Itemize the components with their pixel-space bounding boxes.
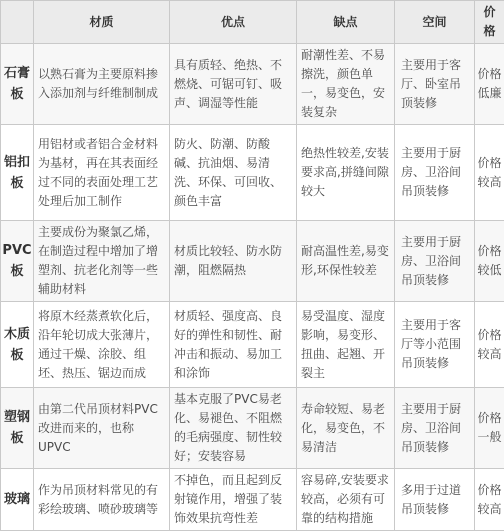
row-pros: 不掉色，而且起到反射镜作用，增强了装饰效果抗弯性差: [170, 469, 297, 531]
row-space: 主要用于厨房、卫浴间吊顶装修: [395, 221, 475, 302]
row-material: 以熟石膏为主要原料掺入添加剂与纤维制制成: [34, 44, 170, 125]
header-name: [1, 1, 34, 44]
row-cons: 容易碎,安装要求较高，必须有可靠的结构措施: [297, 469, 395, 531]
row-price: 价格较低: [475, 221, 504, 302]
row-name: 玻璃: [1, 469, 34, 531]
table-row: [1, 302, 504, 388]
row-pros: 防火、防潮、防酸碱、抗油烟、易清洗、环保、可回收、颜色丰富: [170, 125, 297, 221]
row-name: 木质板: [1, 302, 34, 388]
row-name: 塑钢板: [1, 388, 34, 469]
table-row: [1, 125, 504, 221]
row-pros: 基本克服了PVC易老化、易褪色、不阻燃的毛病强度、韧性较好；安装容易: [170, 388, 297, 469]
row-pros: 材质比较轻、防水防潮，阻燃隔热: [170, 221, 297, 302]
row-space: 多用于过道吊顶装修: [395, 469, 475, 531]
header-pros: 优点: [170, 1, 297, 44]
table-row: [1, 221, 504, 302]
table-row: [1, 469, 504, 531]
header-material: 材质: [34, 1, 170, 44]
row-pros: 材质轻、强度高、良好的弹性和韧性、耐冲击和振动、易加工和涂饰: [170, 302, 297, 388]
row-space: 主要用于厨房、卫浴间吊顶装修: [395, 388, 475, 469]
row-cons: 寿命较短、易老化，易变色，不易清洁: [297, 388, 395, 469]
row-material: 主要成份为聚氯乙烯，在制造过程中增加了增塑剂、抗老化剂等一些辅助材料: [34, 221, 170, 302]
row-cons: 绝热性较差,安装要求高,拼缝间隙较大: [297, 125, 395, 221]
header-cons: 缺点: [297, 1, 395, 44]
header-price: 价格: [475, 1, 504, 44]
row-material: 由第二代吊顶材料PVC改进而来的，也称UPVC: [34, 388, 170, 469]
row-name: 石膏板: [1, 44, 34, 125]
table-row: [1, 44, 504, 125]
header-row: [1, 1, 504, 44]
row-cons: 耐高温性差,易变形,环保性较差: [297, 221, 395, 302]
row-price: 价格较高: [475, 302, 504, 388]
row-material: 作为吊顶材料常见的有彩绘玻璃、喷砂玻璃等: [34, 469, 170, 531]
row-price: 价格低廉: [475, 44, 504, 125]
row-material: 将原木经蒸煮软化后，沿年轮切成大张薄片，通过干燥、涂胶、组坯、热压、锯边而成: [34, 302, 170, 388]
header-space: 空间: [395, 1, 475, 44]
row-cons: 耐潮性差、不易擦洗，颜色单一，易变色，安装复杂: [297, 44, 395, 125]
row-cons: 易受温度、湿度影响，易变形、扭曲、起翘、开裂主: [297, 302, 395, 388]
row-pros: 具有质轻、绝热、不燃烧、可锯可钉、吸声、调湿等性能: [170, 44, 297, 125]
row-material: 用铝材或者铝合金材料为基材，再在其表面经过不同的表面处理工艺处理后加工制作: [34, 125, 170, 221]
row-price: 价格较高: [475, 125, 504, 221]
row-space: 主要用于客厅、卧室吊顶装修: [395, 44, 475, 125]
row-price: 价格较高: [475, 469, 504, 531]
row-space: 主要用于厨房、卫浴间吊顶装修: [395, 125, 475, 221]
row-name: PVC板: [1, 221, 34, 302]
row-price: 价格一般: [475, 388, 504, 469]
row-space: 主要用于客厅等小范围吊顶装修: [395, 302, 475, 388]
table-row: [1, 388, 504, 469]
row-name: 铝扣板: [1, 125, 34, 221]
